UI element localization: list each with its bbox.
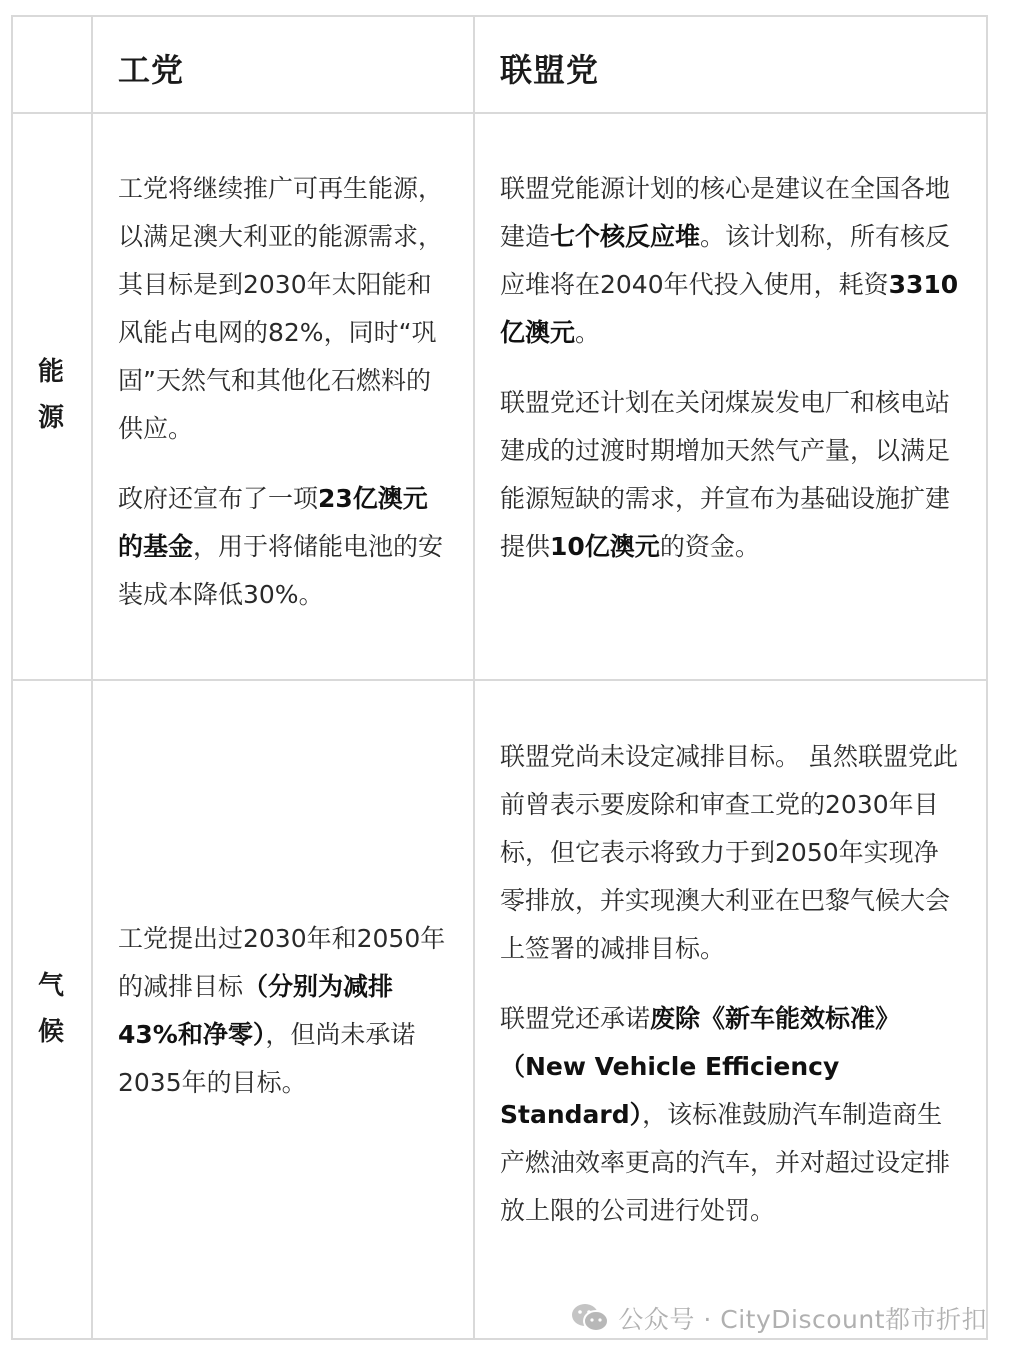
- header-coalition: 联盟党: [500, 51, 600, 89]
- highlight-vehicle-standard: 废除《新车能效标准》（New Vehicle Efficiency Standard）: [500, 1004, 901, 1129]
- row-label-energy: [31, 349, 71, 441]
- wechat-icon: [570, 1302, 610, 1334]
- row-label-energy-char-1: 能: [37, 357, 64, 387]
- highlight-fund: 23亿澳元的基金: [118, 484, 428, 561]
- row-label-climate-char-2: 候: [37, 1017, 64, 1047]
- climate-coalition-paragraph-2: 联盟党还承诺废除《新车能效标准》（New Vehicle Efficiency Standard），该标准鼓励汽车制造商生产燃油效率更高的汽车，并对超过设定排放上限的公司进行处罚。: [500, 1004, 951, 1225]
- energy-coalition-cell: [500, 165, 960, 571]
- row-divider: [13, 679, 986, 681]
- row-divider: [13, 112, 986, 114]
- comparison-table: [11, 15, 988, 1340]
- column-divider: [91, 17, 93, 1338]
- highlight-infrastructure-fund: 10亿澳元: [550, 532, 660, 561]
- row-label-climate-char-1: 气: [37, 971, 64, 1001]
- climate-labor-cell: [118, 915, 448, 1107]
- highlight-reactors: 七个核反应堆: [550, 222, 701, 251]
- row-label-climate: [31, 963, 71, 1055]
- energy-labor-cell: [118, 165, 448, 619]
- climate-coalition-cell: [500, 733, 962, 1235]
- climate-coalition-paragraph-1: 联盟党尚未设定减排目标。 虽然联盟党此前曾表示要废除和审查工党的2030年目标，但它表示将致力于到2050年实现净零排放，并实现澳大利亚在巴黎气候大会上签署的减排目标。: [500, 742, 958, 963]
- energy-coalition-paragraph-1: 联盟党能源计划的核心是建议在全国各地建造七个核反应堆。该计划称，所有核反应堆将在2040年代投入使用，耗资3310亿澳元。: [500, 174, 959, 347]
- energy-labor-paragraph-2: 政府还宣布了一项23亿澳元的基金，用于将储能电池的安装成本降低30%。: [118, 484, 444, 609]
- row-label-energy-char-2: 源: [37, 403, 64, 433]
- highlight-cost: 3310亿澳元: [500, 270, 959, 347]
- header-labor: 工党: [118, 51, 185, 89]
- column-divider: [473, 17, 475, 1338]
- watermark-text: 公众号 · CityDiscount都市折扣: [618, 1305, 987, 1334]
- energy-coalition-paragraph-2: 联盟党还计划在关闭煤炭发电厂和核电站建成的过渡时期增加天然气产量，以满足能源短缺的需求，并宣布为基础设施扩建提供10亿澳元的资金。: [500, 388, 951, 561]
- climate-labor-paragraph-1: 工党提出过2030年和2050年的减排目标（分别为减排43%和净零），但尚未承诺2035年的目标。: [118, 924, 446, 1097]
- highlight-targets: （分别为减排43%和净零）: [118, 972, 394, 1049]
- energy-labor-paragraph-1: 工党将继续推广可再生能源，以满足澳大利亚的能源需求，其目标是到2030年太阳能和风能占电网的82%，同时“巩固”天然气和其他化石燃料的供应。: [118, 174, 444, 443]
- watermark: [570, 1300, 987, 1336]
